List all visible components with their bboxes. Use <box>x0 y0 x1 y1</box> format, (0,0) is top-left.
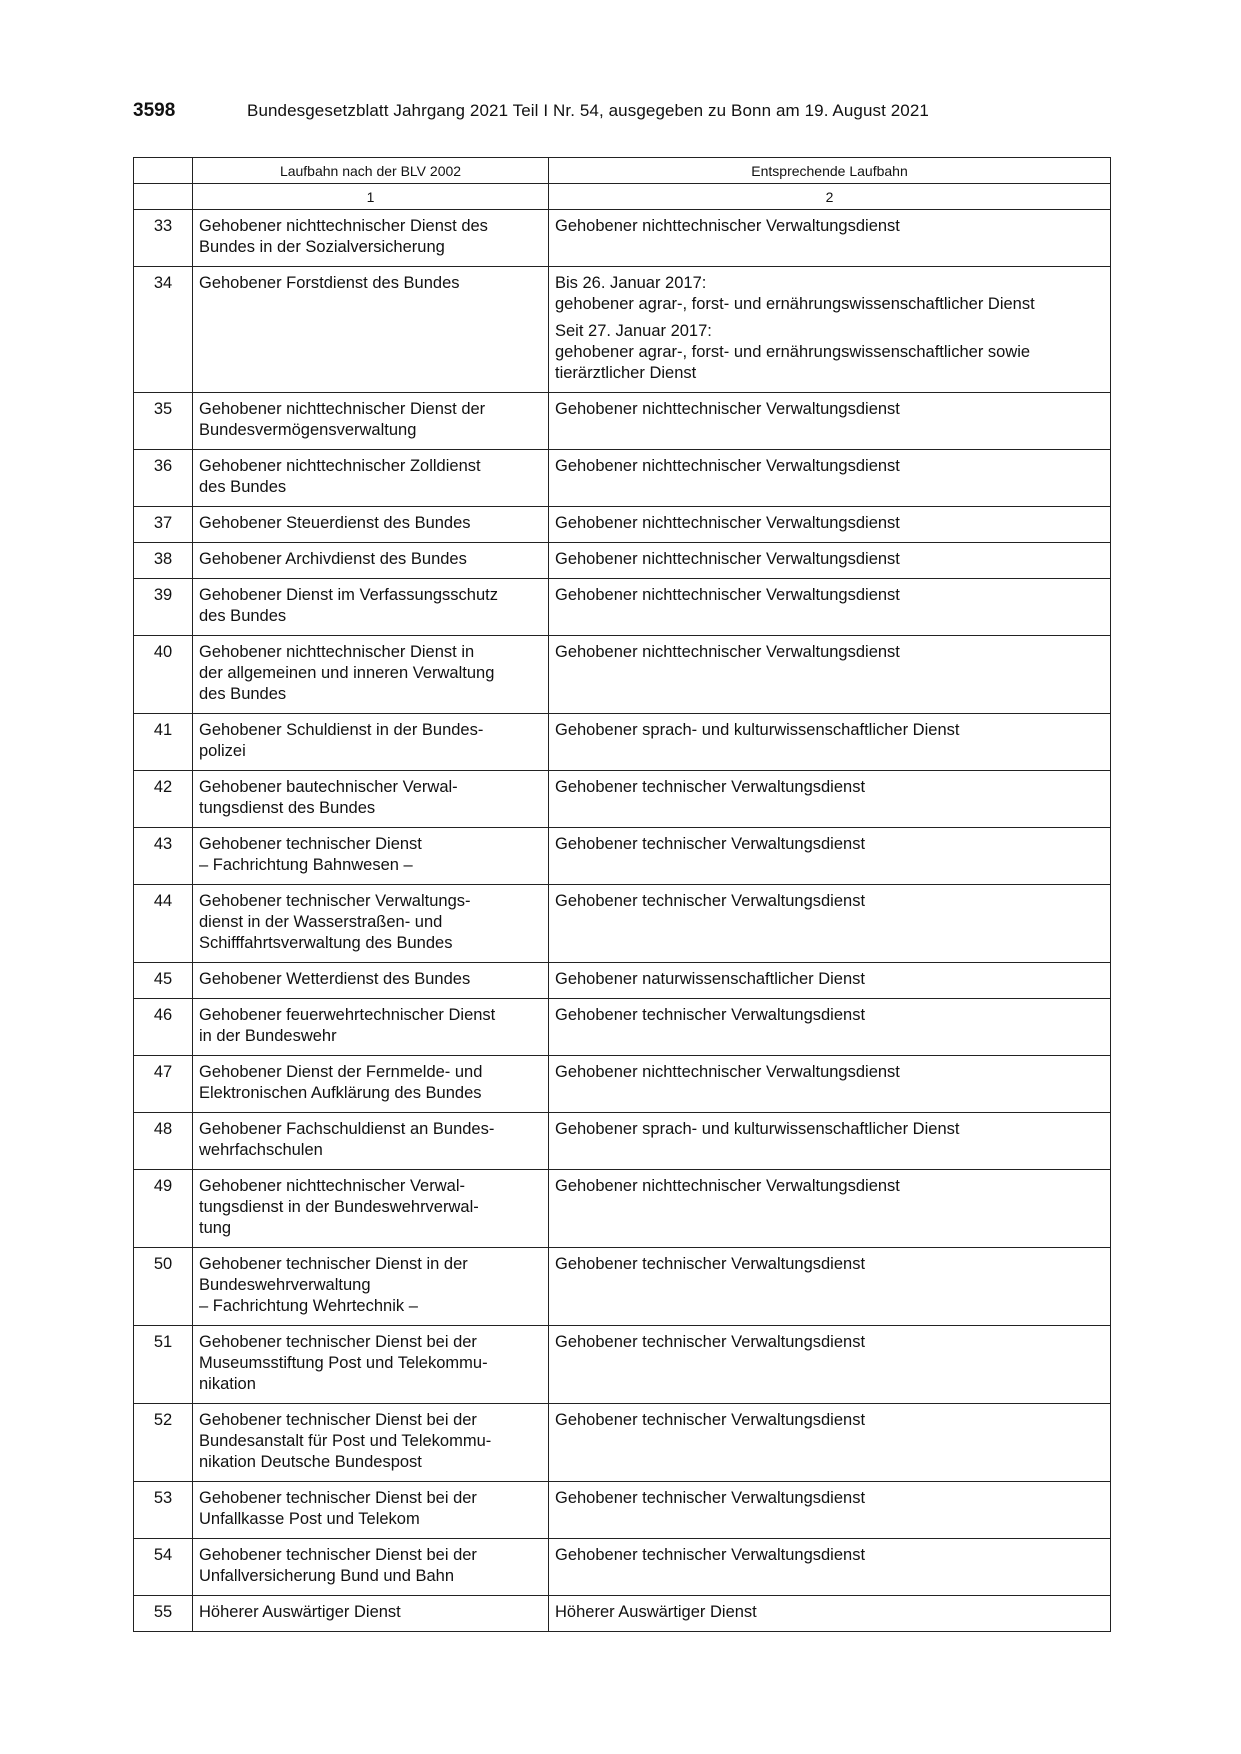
text-line: Gehobener nichttechnischer Verwaltungsdienst <box>555 514 900 532</box>
blv-2002-career <box>193 885 549 963</box>
text-line: wehrfachschulen <box>199 1141 323 1159</box>
column-number-2: 2 <box>549 184 1111 210</box>
text-line: nikation <box>199 1375 256 1393</box>
text-line: tungsdienst in der Bundeswehrverwal- <box>199 1198 479 1216</box>
corresponding-career <box>549 999 1111 1056</box>
text-line: Unfallkasse Post und Telekom <box>199 1510 420 1528</box>
blv-2002-career <box>193 507 549 543</box>
text-line: Gehobener nichttechnischer Verwaltungsdienst <box>555 550 900 568</box>
text-line: polizei <box>199 742 246 760</box>
blv-2002-career <box>193 579 549 636</box>
page-header <box>133 100 1109 124</box>
text-line: des Bundes <box>199 685 287 703</box>
text-line: Gehobener Fachschuldienst an Bundes- <box>199 1120 495 1138</box>
text-line: nikation Deutsche Bundespost <box>199 1453 422 1471</box>
table-row <box>134 1326 1111 1404</box>
text-line: Bundesanstalt für Post und Telekommu- <box>199 1432 492 1450</box>
text-paragraph <box>555 1410 1104 1431</box>
text-line: Gehobener technischer Dienst bei der <box>199 1411 477 1429</box>
blv-2002-career <box>193 999 549 1056</box>
row-number: 49 <box>134 1170 193 1248</box>
career-mapping-table <box>133 157 1111 1632</box>
text-line: – Fachrichtung Wehrtechnik – <box>199 1297 418 1315</box>
text-line: Gehobener technischer Verwaltungsdienst <box>555 1411 866 1429</box>
blv-2002-career <box>193 1482 549 1539</box>
text-line: Bundes in der Sozialversicherung <box>199 238 445 256</box>
table-row <box>134 714 1111 771</box>
text-line: Gehobener Steuerdienst des Bundes <box>199 514 471 532</box>
text-line: Gehobener nichttechnischer Verwaltungsdienst <box>555 217 900 235</box>
row-number: 39 <box>134 579 193 636</box>
text-paragraph <box>555 549 1104 570</box>
text-paragraph <box>555 834 1104 855</box>
corresponding-career <box>549 267 1111 393</box>
blv-2002-career <box>193 1056 549 1113</box>
table-row <box>134 393 1111 450</box>
text-line: Bis 26. Januar 2017: <box>555 274 707 292</box>
text-line: Gehobener Dienst im Verfassungsschutz <box>199 586 498 604</box>
corresponding-career <box>549 1170 1111 1248</box>
row-number: 42 <box>134 771 193 828</box>
corresponding-career <box>549 579 1111 636</box>
corresponding-career <box>549 450 1111 507</box>
text-paragraph <box>555 399 1104 420</box>
row-number: 53 <box>134 1482 193 1539</box>
row-number: 45 <box>134 963 193 999</box>
header-blv-2002: Laufbahn nach der BLV 2002 <box>193 158 549 184</box>
text-line: Gehobener technischer Dienst bei der <box>199 1333 477 1351</box>
text-line: Gehobener technischer Verwaltungsdienst <box>555 1546 866 1564</box>
corresponding-career <box>549 1596 1111 1632</box>
blv-2002-career <box>193 543 549 579</box>
blv-2002-career <box>193 450 549 507</box>
text-paragraph <box>555 1545 1104 1566</box>
text-line: Gehobener technischer Verwaltungsdienst <box>555 1006 866 1024</box>
text-line: Gehobener feuerwehrtechnischer Dienst <box>199 1006 496 1024</box>
header-number-column <box>134 158 193 184</box>
table-row <box>134 210 1111 267</box>
blv-2002-career <box>193 1170 549 1248</box>
text-line: Bundeswehrverwaltung <box>199 1276 371 1294</box>
running-title: Bundesgesetzblatt Jahrgang 2021 Teil I Nr. 54, ausgegeben zu Bonn am 19. August 2021 <box>247 101 929 120</box>
table-row <box>134 579 1111 636</box>
page-number: 3598 <box>133 100 176 121</box>
text-paragraph <box>555 642 1104 663</box>
text-paragraph <box>555 1005 1104 1026</box>
text-paragraph <box>555 969 1104 990</box>
text-line: tungsdienst des Bundes <box>199 799 376 817</box>
corresponding-career <box>549 1539 1111 1596</box>
text-paragraph <box>555 720 1104 741</box>
table-row <box>134 1248 1111 1326</box>
text-line: Gehobener technischer Verwaltungsdienst <box>555 1333 866 1351</box>
table-row <box>134 267 1111 393</box>
table-row <box>134 1113 1111 1170</box>
text-line: Seit 27. Januar 2017: <box>555 322 712 340</box>
row-number: 37 <box>134 507 193 543</box>
blv-2002-career <box>193 267 549 393</box>
text-line: Gehobener naturwissenschaftlicher Dienst <box>555 970 865 988</box>
table-body <box>134 210 1111 1632</box>
row-number: 33 <box>134 210 193 267</box>
blv-2002-career <box>193 393 549 450</box>
text-line: Bundesvermögensverwaltung <box>199 421 417 439</box>
text-line: Gehobener Dienst der Fernmelde- und <box>199 1063 483 1081</box>
row-number: 52 <box>134 1404 193 1482</box>
text-line: Museumsstiftung Post und Telekommu- <box>199 1354 488 1372</box>
text-paragraph <box>555 777 1104 798</box>
blv-2002-career <box>193 714 549 771</box>
column-number-row <box>134 184 1111 210</box>
text-paragraph <box>555 891 1104 912</box>
corresponding-career <box>549 210 1111 267</box>
text-line: Gehobener nichttechnischer Verwaltungsdienst <box>555 643 900 661</box>
text-paragraph <box>555 321 1104 384</box>
corresponding-career <box>549 1056 1111 1113</box>
row-number: 40 <box>134 636 193 714</box>
text-line: Gehobener nichttechnischer Verwaltungsdienst <box>555 1177 900 1195</box>
row-number: 51 <box>134 1326 193 1404</box>
row-number: 54 <box>134 1539 193 1596</box>
row-number: 48 <box>134 1113 193 1170</box>
text-line: Gehobener technischer Verwaltungsdienst <box>555 1255 866 1273</box>
table-row <box>134 885 1111 963</box>
table-row <box>134 828 1111 885</box>
text-paragraph <box>555 1254 1104 1275</box>
text-paragraph <box>555 1062 1104 1083</box>
column-number-blank <box>134 184 193 210</box>
text-line: Höherer Auswärtiger Dienst <box>199 1603 401 1621</box>
text-line: Gehobener Schuldienst in der Bundes- <box>199 721 484 739</box>
text-line: Höherer Auswärtiger Dienst <box>555 1603 757 1621</box>
corresponding-career <box>549 543 1111 579</box>
blv-2002-career <box>193 210 549 267</box>
text-line: Gehobener technischer Verwaltungsdienst <box>555 778 866 796</box>
text-line: Gehobener sprach- und kulturwissenschaftlicher Dienst <box>555 721 960 739</box>
corresponding-career <box>549 828 1111 885</box>
row-number: 55 <box>134 1596 193 1632</box>
text-line: Gehobener nichttechnischer Verwaltungsdienst <box>555 400 900 418</box>
table-row <box>134 636 1111 714</box>
table-row <box>134 1170 1111 1248</box>
text-paragraph <box>555 585 1104 606</box>
corresponding-career <box>549 1404 1111 1482</box>
table-row <box>134 1539 1111 1596</box>
row-number: 46 <box>134 999 193 1056</box>
blv-2002-career <box>193 1539 549 1596</box>
header-corresponding-career: Entsprechende Laufbahn <box>549 158 1111 184</box>
text-line: Gehobener nichttechnischer Verwaltungsdienst <box>555 586 900 604</box>
text-line: der allgemeinen und inneren Verwaltung <box>199 664 495 682</box>
text-line: Unfallversicherung Bund und Bahn <box>199 1567 455 1585</box>
row-number: 41 <box>134 714 193 771</box>
corresponding-career <box>549 963 1111 999</box>
text-line: gehobener agrar-, forst- und ernährungswissenschaftlicher sowie <box>555 343 1031 361</box>
row-number: 38 <box>134 543 193 579</box>
text-line: Gehobener nichttechnischer Verwaltungsdienst <box>555 1063 900 1081</box>
text-paragraph <box>555 1488 1104 1509</box>
table-head <box>134 158 1111 210</box>
text-paragraph <box>555 513 1104 534</box>
row-number: 50 <box>134 1248 193 1326</box>
text-line: tung <box>199 1219 232 1237</box>
text-paragraph <box>555 216 1104 237</box>
corresponding-career <box>549 771 1111 828</box>
text-paragraph <box>555 273 1104 315</box>
corresponding-career <box>549 1248 1111 1326</box>
text-line: Gehobener nichttechnischer Verwal- <box>199 1177 465 1195</box>
blv-2002-career <box>193 1404 549 1482</box>
corresponding-career <box>549 636 1111 714</box>
column-number-1: 1 <box>193 184 549 210</box>
corresponding-career <box>549 507 1111 543</box>
text-line: tierärztlicher Dienst <box>555 364 697 382</box>
text-line: Gehobener technischer Verwaltungsdienst <box>555 1489 866 1507</box>
text-line: Gehobener technischer Dienst bei der <box>199 1489 477 1507</box>
text-line: Gehobener nichttechnischer Zolldienst <box>199 457 481 475</box>
table-row <box>134 963 1111 999</box>
table-row <box>134 1596 1111 1632</box>
text-line: Gehobener Forstdienst des Bundes <box>199 274 460 292</box>
text-line: Gehobener nichttechnischer Dienst der <box>199 400 486 418</box>
text-line: Gehobener bautechnischer Verwal- <box>199 778 458 796</box>
table-row <box>134 1482 1111 1539</box>
corresponding-career <box>549 1113 1111 1170</box>
text-line: Gehobener technischer Dienst bei der <box>199 1546 477 1564</box>
blv-2002-career <box>193 1326 549 1404</box>
text-line: in der Bundeswehr <box>199 1027 337 1045</box>
text-line: des Bundes <box>199 478 287 496</box>
blv-2002-career <box>193 636 549 714</box>
text-paragraph <box>555 1176 1104 1197</box>
blv-2002-career <box>193 1596 549 1632</box>
table-row <box>134 450 1111 507</box>
blv-2002-career <box>193 771 549 828</box>
text-line: gehobener agrar-, forst- und ernährungswissenschaftlicher Dienst <box>555 295 1035 313</box>
blv-2002-career <box>193 828 549 885</box>
text-line: Gehobener technischer Verwaltungsdienst <box>555 835 866 853</box>
text-paragraph <box>555 1332 1104 1353</box>
table-row <box>134 1056 1111 1113</box>
blv-2002-career <box>193 1248 549 1326</box>
row-number: 36 <box>134 450 193 507</box>
blv-2002-career <box>193 963 549 999</box>
row-number: 44 <box>134 885 193 963</box>
text-paragraph <box>555 456 1104 477</box>
table-row <box>134 543 1111 579</box>
corresponding-career <box>549 1326 1111 1404</box>
row-number: 35 <box>134 393 193 450</box>
corresponding-career <box>549 885 1111 963</box>
text-line: dienst in der Wasserstraßen- und <box>199 913 443 931</box>
corresponding-career <box>549 1482 1111 1539</box>
text-line: Schifffahrtsverwaltung des Bundes <box>199 934 453 952</box>
text-paragraph <box>555 1602 1104 1623</box>
corresponding-career <box>549 393 1111 450</box>
table-row <box>134 1404 1111 1482</box>
text-line: – Fachrichtung Bahnwesen – <box>199 856 413 874</box>
text-line: Gehobener nichttechnischer Dienst des <box>199 217 488 235</box>
text-line: Gehobener nichttechnischer Dienst in <box>199 643 475 661</box>
text-line: Gehobener sprach- und kulturwissenschaftlicher Dienst <box>555 1120 960 1138</box>
table-row <box>134 771 1111 828</box>
table-row <box>134 507 1111 543</box>
text-line: Gehobener technischer Dienst <box>199 835 422 853</box>
text-line: Gehobener nichttechnischer Verwaltungsdienst <box>555 457 900 475</box>
header-row <box>134 158 1111 184</box>
table-row <box>134 999 1111 1056</box>
text-line: Gehobener Archivdienst des Bundes <box>199 550 467 568</box>
text-line: Gehobener technischer Verwaltungs- <box>199 892 471 910</box>
row-number: 34 <box>134 267 193 393</box>
text-line: Gehobener technischer Verwaltungsdienst <box>555 892 866 910</box>
text-line: des Bundes <box>199 607 287 625</box>
corresponding-career <box>549 714 1111 771</box>
row-number: 43 <box>134 828 193 885</box>
blv-2002-career <box>193 1113 549 1170</box>
text-paragraph <box>555 1119 1104 1140</box>
text-line: Gehobener Wetterdienst des Bundes <box>199 970 471 988</box>
row-number: 47 <box>134 1056 193 1113</box>
text-line: Elektronischen Aufklärung des Bundes <box>199 1084 482 1102</box>
text-line: Gehobener technischer Dienst in der <box>199 1255 468 1273</box>
